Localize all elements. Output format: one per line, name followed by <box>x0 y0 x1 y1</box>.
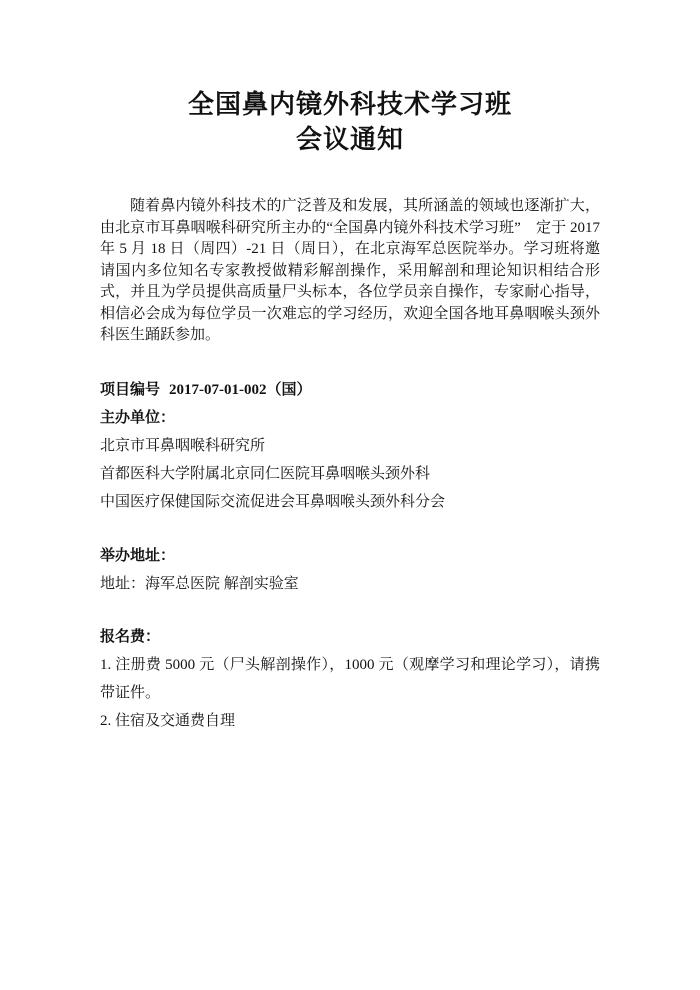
fee-heading: 报名费： <box>100 628 161 645</box>
venue-section <box>100 542 600 598</box>
organizer-section <box>100 404 600 516</box>
fee-section <box>100 623 600 735</box>
organizer-item: 首都医科大学附属北京同仁医院耳鼻咽喉头颈外科 <box>100 465 431 482</box>
title-line-1: 全国鼻内镜外科技术学习班 <box>187 90 512 119</box>
fee-item: 2. 住宿及交通费自理 <box>100 712 236 729</box>
title-line-2: 会议通知 <box>295 125 404 154</box>
project-number-label: 项目编号 <box>100 381 161 398</box>
venue-heading: 举办地址： <box>100 547 176 564</box>
venue-address: 地址：海军总医院 解剖实验室 <box>100 575 299 592</box>
organizer-item: 北京市耳鼻咽喉科研究所 <box>100 437 266 454</box>
document-title <box>100 87 600 157</box>
intro-paragraph: 随着鼻内镜外科技术的广泛普及和发展，其所涵盖的领域也逐渐扩大，由北京市耳鼻咽喉科研究所主办的“全国鼻内镜外科技术学习班” 定于 2017 年 5 月 18 日（周四）-21 日（周日），在北京海军总医院举办。学习班将邀请国内多位知名专家教授做精彩解剖操作，采用解剖和理论知识相结合形式，并且为学员提供高质量尸头标本，各位学员亲自操作，专家耐心指导，相信必会成为每位学员一次难忘的学习经历，欢迎全国各地耳鼻咽喉头颈外科医生踊跃参加。 <box>100 198 600 343</box>
project-number-value: 2017-07-01-002（国） <box>169 381 312 398</box>
organizer-item: 中国医疗保健国际交流促进会耳鼻咽喉头颈外科分会 <box>100 493 446 510</box>
project-number-line <box>100 376 600 404</box>
fee-item: 1. 注册费 5000 元（尸头解剖操作），1000 元（观摩学习和理论学习），请携带证件。 <box>100 656 600 701</box>
organizer-heading: 主办单位： <box>100 409 176 426</box>
